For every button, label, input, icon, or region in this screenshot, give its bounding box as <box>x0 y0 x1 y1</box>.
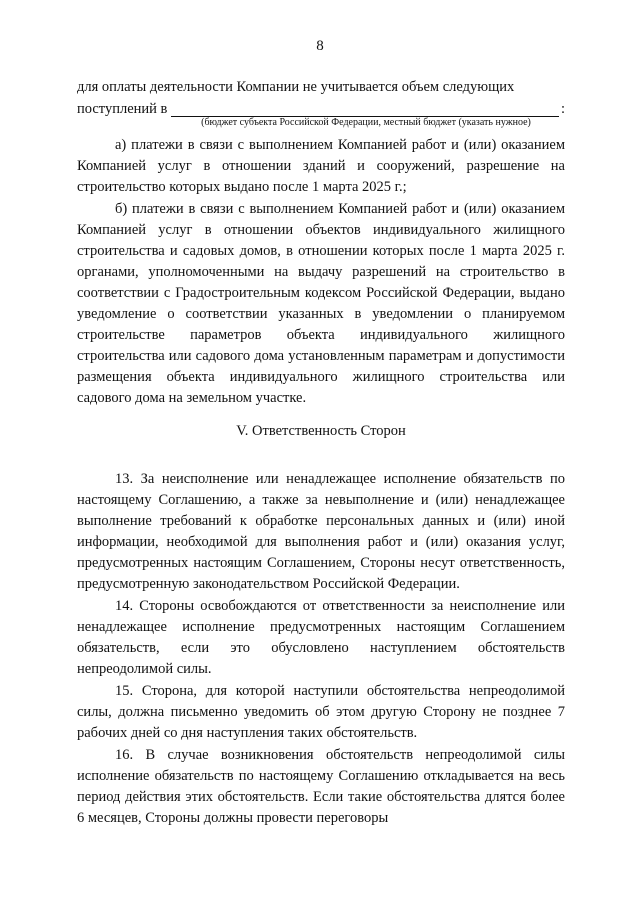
section-title: V. Ответственность Сторон <box>236 423 406 439</box>
budget-blank-field[interactable] <box>171 101 559 117</box>
intro-line: для оплаты деятельности Компании не учитывается объем следующих <box>77 79 515 95</box>
blank-caption: (бюджет субъекта Российской Федерации, местный бюджет (указать нужное) <box>201 117 531 128</box>
item-a: а) платежи в связи с выполнением Компанией работ и (или) оказанием Компанией услуг в отношении зданий и сооружений, разрешение на строительство которых выдано после 1 марта 2025 г.; <box>77 137 565 195</box>
blank-suffix: : <box>560 101 565 117</box>
clause-16: 16. В случае возникновения обстоятельств непреодолимой силы исполнение обязательств по настоящему Соглашению откладывается на весь период действия этих обстоятельств. Если такие обстоятельства длятся более 6 месяцев, Стороны должны провести переговоры <box>77 747 565 826</box>
clause-13: 13. За неисполнение или ненадлежащее исполнение обязательств по настоящему Соглашению, а также за невыполнение и (или) ненадлежащее выполнение требований к обработке персональных данных и (или) иной информации, необходимой для выполнения работ и (или) оказания услуг, предусмотренных настоящим Соглашением, Стороны несут ответственность, предусмотренную законодательством Российской Федерации. <box>77 471 565 592</box>
blank-prefix: поступлений в <box>77 101 168 117</box>
clause-15: 15. Сторона, для которой наступили обстоятельства непреодолимой силы, должна письменно уведомить об этом другую Сторону не позднее 7 рабочих дней со дня наступления таких обстоятельств. <box>77 683 565 741</box>
page-number: 8 <box>316 38 324 54</box>
item-b: б) платежи в связи с выполнением Компанией работ и (или) оказанием Компанией услуг в отношении объектов индивидуального жилищного строительства и садовых домов, в отношении которых после 1 марта 2025 г. органами, уполномоченными на выдачу разрешений на строительство в соответствии с Градостроительным кодексом Российской Федерации, выдано уведомление о соответствии указанных в уведомлении о планируемом строительстве параметров объекта индивидуального жилищного строительства или садового дома установленным параметрам и допустимости размещения объекта индивидуального жилищного строительства или садового дома на земельном участке. <box>77 201 565 406</box>
document-body <box>77 77 565 830</box>
clause-14: 14. Стороны освобождаются от ответственности за неисполнение или ненадлежащее исполнение предусмотренных настоящим Соглашением обязательств, если это обусловлено наступлением обстоятельств непреодолимой силы. <box>77 598 565 677</box>
